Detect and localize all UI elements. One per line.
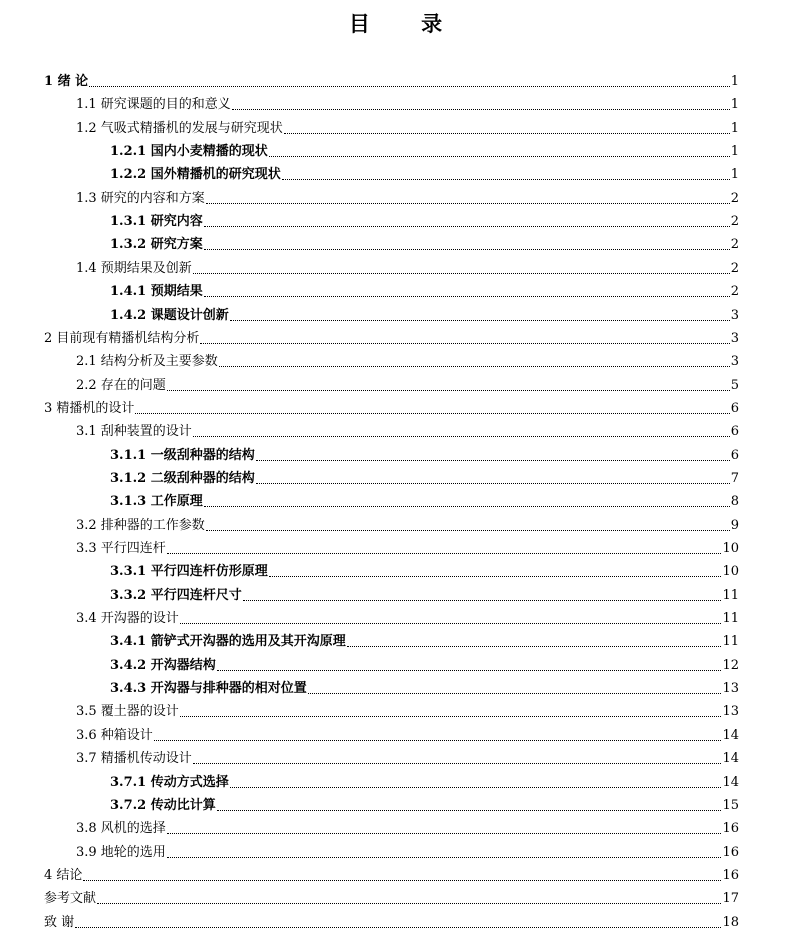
toc-leader-dots (167, 856, 722, 858)
toc-entry[interactable] (44, 327, 739, 347)
toc-entry[interactable] (76, 747, 739, 767)
toc-entry-page-number: 11 (722, 634, 739, 650)
toc-entry-page-number: 16 (722, 844, 739, 860)
toc-entry[interactable] (76, 374, 739, 394)
toc-leader-dots (83, 879, 721, 881)
toc-leader-dots (206, 529, 730, 531)
toc-leader-dots (193, 272, 730, 274)
toc-leader-dots (219, 365, 730, 367)
toc-entry-page-number: 14 (722, 774, 739, 790)
toc-entry-label: 1.3 研究的内容和方案 (76, 190, 205, 206)
toc-entry-label: 1.4 预期结果及创新 (76, 260, 192, 276)
toc-entry[interactable] (110, 794, 739, 814)
toc-entry-page-number: 9 (730, 517, 739, 533)
toc-leader-dots (206, 202, 730, 204)
toc-entry[interactable] (76, 350, 739, 370)
toc-leader-dots (193, 762, 722, 764)
toc-leader-dots (204, 295, 730, 297)
toc-entry[interactable] (44, 887, 739, 907)
toc-entry[interactable] (76, 117, 739, 137)
toc-leader-dots (154, 739, 722, 741)
toc-entry[interactable] (110, 560, 739, 580)
toc-entry-label: 3.7.1 传动方式选择 (110, 774, 229, 790)
toc-leader-dots (269, 155, 730, 157)
toc-leader-dots (256, 482, 730, 484)
toc-entry-label: 3.4.2 开沟器结构 (110, 657, 216, 673)
toc-entry[interactable] (110, 280, 739, 300)
toc-entry-page-number: 1 (730, 74, 739, 89)
toc-entry[interactable] (44, 864, 739, 884)
toc-leader-dots (89, 85, 730, 87)
toc-entry-label: 3.3 平行四连杆 (76, 541, 166, 556)
toc-entry-page-number: 11 (722, 611, 739, 627)
toc-entry-page-number: 17 (722, 891, 739, 907)
toc-entry-label: 3.6 种箱设计 (76, 727, 153, 743)
toc-entry-label: 3.4.1 箭铲式开沟器的选用及其开沟原理 (110, 634, 346, 650)
toc-entry-page-number: 3 (730, 354, 739, 370)
toc-leader-dots (180, 715, 722, 717)
toc-entry[interactable] (76, 187, 739, 207)
toc-entry[interactable] (110, 163, 739, 183)
toc-entry-label: 3.1.3 工作原理 (110, 494, 203, 510)
toc-entry-page-number: 16 (722, 821, 739, 837)
toc-entry-label: 1.3.2 研究方案 (110, 237, 203, 253)
toc-entry-label: 1.2.1 国内小麦精播的现状 (110, 144, 268, 160)
toc-leader-dots (200, 342, 729, 344)
toc-leader-dots (167, 832, 722, 834)
toc-entry[interactable] (110, 140, 739, 160)
toc-entry-label: 2.2 存在的问题 (76, 377, 166, 393)
toc-entry-page-number: 6 (730, 424, 739, 440)
toc-entry-page-number: 10 (722, 564, 739, 580)
toc-entry-page-number: 13 (722, 704, 739, 720)
toc-leader-dots (193, 435, 730, 437)
toc-entry[interactable] (76, 700, 739, 720)
toc-leader-dots (204, 248, 730, 250)
toc-entry-page-number: 18 (722, 914, 739, 930)
toc-entry[interactable] (76, 607, 739, 627)
toc-entry[interactable] (110, 677, 739, 697)
toc-entry-label: 3.7.2 传动比计算 (110, 797, 216, 813)
toc-entry-page-number: 1 (730, 144, 739, 160)
toc-entry-label: 3.9 地轮的选用 (76, 844, 166, 860)
toc-leader-dots (204, 225, 730, 227)
toc-leader-dots (97, 902, 721, 904)
toc-leader-dots (269, 575, 722, 577)
toc-leader-dots (230, 786, 722, 788)
toc-entry-label: 3.1.1 一级刮种器的结构 (110, 447, 255, 463)
toc-entry-label: 4 结论 (44, 867, 83, 883)
toc-entry-label: 1 绪 论 (44, 74, 89, 89)
toc-entry[interactable] (76, 420, 739, 440)
toc-entry-page-number: 3 (730, 307, 739, 323)
toc-entry-page-number: 7 (730, 470, 739, 486)
toc-entry-label: 1.3.1 研究内容 (110, 214, 203, 230)
toc-entry[interactable] (110, 233, 739, 253)
toc-entry[interactable] (110, 210, 739, 230)
toc-entry-page-number: 13 (722, 681, 739, 697)
toc-entry-label: 1.4.2 课题设计创新 (110, 307, 229, 323)
toc-entry-page-number: 1 (730, 167, 739, 183)
toc-leader-dots (75, 926, 721, 928)
toc-leader-dots (282, 178, 730, 180)
toc-entry-label: 1.2.2 国外精播机的研究现状 (110, 167, 281, 183)
toc-entry-label: 3.4 开沟器的设计 (76, 611, 179, 627)
toc-entry-page-number: 2 (730, 190, 739, 206)
toc-entry-page-number: 15 (722, 797, 739, 813)
toc-entry-label: 3.1 刮种装置的设计 (76, 424, 192, 440)
toc-leader-dots (284, 132, 730, 134)
toc-entry-page-number: 5 (730, 377, 739, 393)
page-title: 目 录 (348, 11, 465, 36)
toc-entry[interactable] (110, 304, 739, 324)
toc-entry-label: 1.1 研究课题的目的和意义 (76, 97, 231, 113)
toc-leader-dots (217, 669, 722, 671)
toc-entry-label: 3.4.3 开沟器与排种器的相对位置 (110, 681, 307, 697)
toc-leader-dots (167, 552, 722, 554)
toc-entry-label: 3.3.2 平行四连杆尺寸 (110, 587, 242, 603)
toc-entry-label: 1.4.1 预期结果 (110, 284, 203, 300)
toc-leader-dots (180, 622, 722, 624)
toc-entry-label: 3 精播机的设计 (44, 400, 135, 416)
toc-entry-page-number: 1 (730, 120, 739, 136)
toc-entry[interactable] (76, 817, 739, 837)
toc-entry[interactable] (110, 490, 739, 510)
toc-entry-page-number: 6 (730, 400, 739, 416)
toc-entry-label: 2 目前现有精播机结构分析 (44, 330, 200, 346)
toc-entry-label: 3.3.1 平行四连杆仿形原理 (110, 564, 268, 580)
toc-entry-label: 参考文献 (44, 891, 97, 907)
toc-entry[interactable] (110, 771, 739, 791)
toc-entry-page-number: 14 (722, 727, 739, 743)
toc-entry-page-number: 2 (730, 214, 739, 230)
toc-entry-label: 1.2 气吸式精播机的发展与研究现状 (76, 120, 283, 136)
toc-leader-dots (204, 505, 730, 507)
toc-leader-dots (135, 412, 729, 414)
toc-entry[interactable] (76, 514, 739, 534)
toc-entry-label: 2.1 结构分析及主要参数 (76, 354, 218, 370)
toc-entry-page-number: 16 (722, 867, 739, 883)
toc-entry[interactable] (110, 467, 739, 487)
toc-leader-dots (243, 599, 722, 601)
toc-entry-label: 3.8 风机的选择 (76, 821, 166, 837)
toc-leader-dots (308, 692, 722, 694)
toc-leader-dots (347, 645, 722, 647)
toc-entry[interactable] (44, 70, 739, 90)
toc-entry-label: 3.1.2 二级刮种器的结构 (110, 470, 255, 486)
toc-entry-page-number: 14 (722, 751, 739, 767)
toc-entry-page-number: 2 (730, 237, 739, 253)
toc-entry-page-number: 2 (730, 284, 739, 300)
toc-leader-dots (167, 389, 730, 391)
toc-entry[interactable] (110, 630, 739, 650)
toc-entry-page-number: 6 (730, 447, 739, 463)
toc-entry[interactable] (110, 654, 739, 674)
toc-entry[interactable] (76, 841, 739, 861)
toc-entry-page-number: 1 (730, 97, 739, 113)
toc-entry-page-number: 12 (722, 657, 739, 673)
toc-entry-page-number: 10 (722, 541, 739, 556)
toc-entry[interactable] (76, 257, 739, 277)
toc-entry-label: 致 谢 (44, 914, 75, 930)
toc-entry[interactable] (110, 444, 739, 464)
toc-leader-dots (230, 319, 730, 321)
toc-entry[interactable] (44, 911, 739, 931)
toc-entry[interactable] (76, 537, 739, 557)
toc-entry-page-number: 3 (730, 330, 739, 346)
toc-entry-label: 3.7 精播机传动设计 (76, 751, 192, 767)
toc-leader-dots (256, 459, 730, 461)
toc-entry-label: 3.5 覆土器的设计 (76, 704, 179, 720)
toc-entry[interactable] (76, 93, 739, 113)
toc-entry-label: 3.2 排种器的工作参数 (76, 517, 205, 533)
toc-entry-page-number: 2 (730, 260, 739, 276)
toc-entry[interactable] (44, 397, 739, 417)
toc-leader-dots (217, 809, 722, 811)
toc-entry[interactable] (110, 584, 739, 604)
toc-entry-page-number: 11 (722, 587, 739, 603)
toc-entry[interactable] (76, 724, 739, 744)
toc-entry-page-number: 8 (730, 494, 739, 510)
toc-leader-dots (232, 108, 730, 110)
